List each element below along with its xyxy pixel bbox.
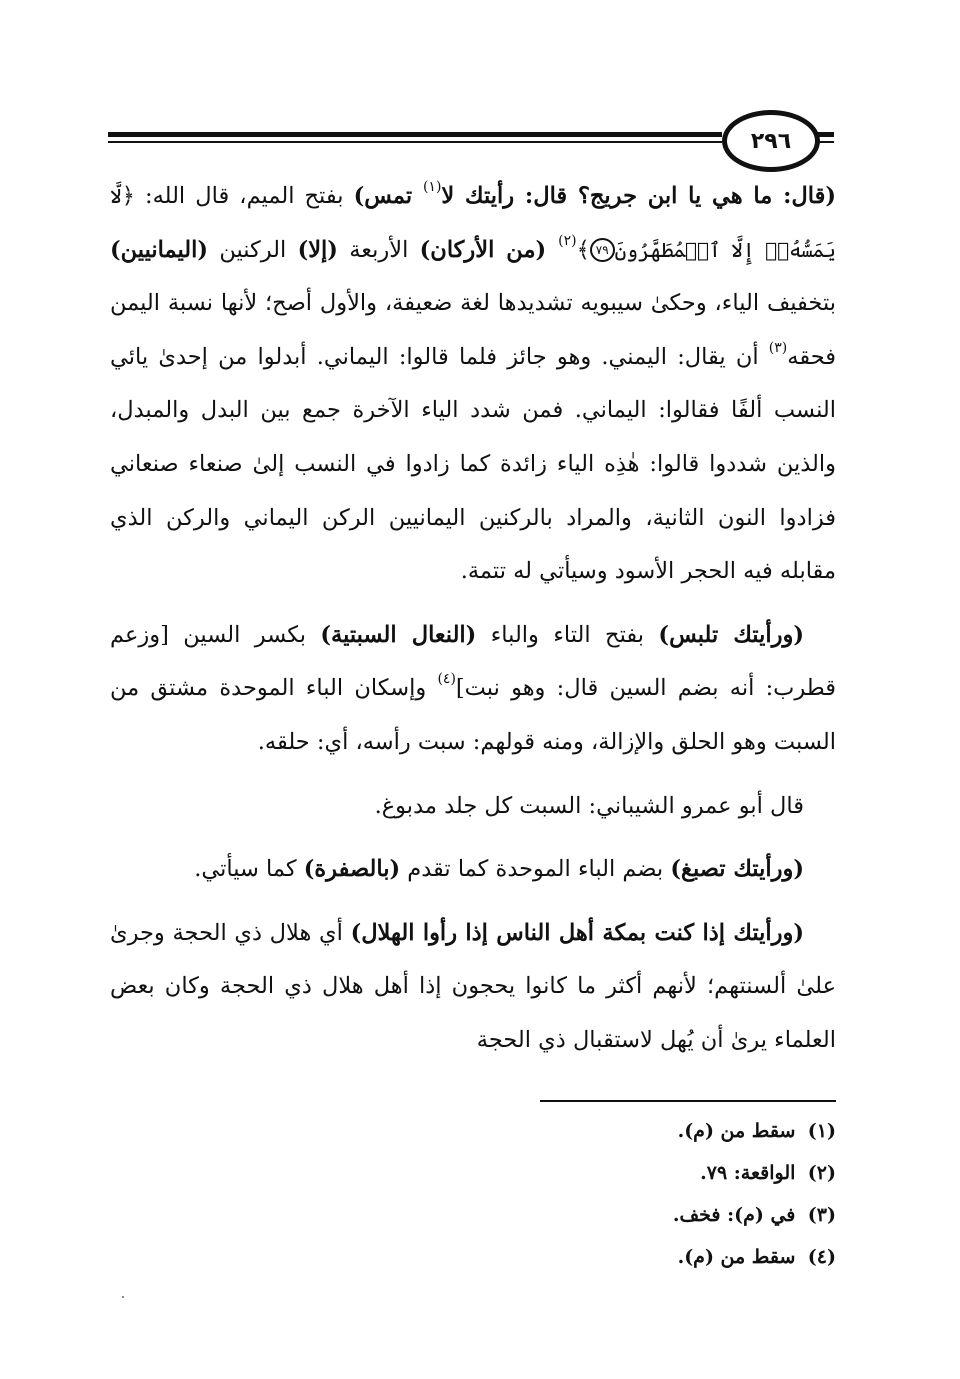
- footnote-reference: (٤): [437, 671, 456, 688]
- commentary-text: بضم الباء الموحدة كما تقدم: [400, 856, 671, 883]
- header-rule-tail: [818, 141, 834, 143]
- commentary-text: كما سيأتي.: [194, 856, 304, 883]
- matn-text: (النعال السبتية): [320, 621, 477, 648]
- footnote-number: (٢): [807, 1162, 836, 1184]
- commentary-text: وإسكان الباء الموحدة مشتق من السبت وهو الحلق والإزالة، ومنه قولهم: سبت رأسه، أي: حلقه.: [110, 675, 836, 755]
- footnote-number: (١): [807, 1120, 836, 1142]
- commentary-text: قال أبو عمرو الشيباني: السبت كل جلد مدبوغ.: [374, 792, 804, 819]
- commentary-text: بكسر السين [وزعم قطرب: أنه بضم السين قال: وهو نبت]: [110, 621, 836, 702]
- footnote-reference: (٢): [558, 232, 577, 249]
- footnote-item: [430, 1110, 836, 1152]
- footnote-separator: [540, 1100, 836, 1102]
- body-paragraph: [110, 609, 836, 770]
- header-rule-thin: [108, 141, 722, 143]
- header-rule-tail: [818, 132, 834, 137]
- commentary-text: الركنين: [208, 236, 298, 263]
- matn-text: (بالصفرة): [303, 856, 401, 883]
- footnote-reference: (١): [422, 179, 442, 195]
- footnote-text: في (م): فخف.: [672, 1204, 802, 1226]
- footnote-item: [430, 1194, 836, 1236]
- header-rule-thick: [108, 132, 722, 137]
- page-number: ٢٩٦: [722, 110, 820, 172]
- commentary-text: ﴾: [576, 236, 590, 263]
- matn-text: (ورأيتك تلبس): [658, 621, 804, 648]
- quran-verse: لَّا يَمَسُّهُۥٓ إِلَّا ٱلۡمُطَهَّرُونَ: [110, 184, 836, 262]
- body-paragraph: [110, 780, 836, 834]
- matn-text: (إلا): [297, 236, 338, 263]
- body-text: [110, 170, 836, 1078]
- scan-speck: [122, 1296, 124, 1298]
- body-paragraph: [110, 907, 836, 1068]
- commentary-text: بتخفيف الياء، وحكىٰ سيبويه تشديدها لغة ضعيفة، والأول أصح؛ لأنها نسبة اليمن فحقه: [110, 290, 836, 370]
- footnote-number: (٣): [807, 1204, 836, 1226]
- footnotes: [430, 1110, 836, 1278]
- commentary-text: أي هلال ذي الحجة وجرىٰ علىٰ ألسنتهم؛ لأنهم أكثر ما كانوا يحجون إذا أهل هلال ذي الحجة وكان بعض العلماء يرىٰ أن يُهل لاستقبال ذي الحجة: [110, 919, 836, 1053]
- matn-text: (قال: ما هي يا ابن جريج؟ قال: رأيتك لا: [441, 183, 837, 209]
- footnote-text: سقط من (م).: [677, 1120, 802, 1142]
- footnote-number: (٤): [807, 1246, 836, 1268]
- footnote-text: الواقعة: ٧٩.: [700, 1162, 802, 1184]
- commentary-text: الأربعة: [337, 236, 420, 263]
- footnote-reference: (٣): [768, 339, 788, 356]
- matn-text: (اليمانيين): [110, 236, 209, 263]
- commentary-text: بفتح التاء والباء: [476, 621, 659, 648]
- body-paragraph: [110, 843, 836, 897]
- footnote-item: [430, 1236, 836, 1278]
- matn-text: (من الأركان): [419, 236, 559, 263]
- footnote-text: سقط من (م).: [677, 1246, 802, 1268]
- matn-text: (ورأيتك تصبغ): [670, 856, 804, 883]
- commentary-text: أن يقال: اليمني. وهو جائز فلما قالوا: اليماني. أبدلوا من إحدىٰ يائي النسب ألفًا فقالوا: اليماني. فمن شدد الياء الآخرة جمع بين البدل والمبدل، والذين شددوا قالوا: هٰذِه الياء زائدة كما زادوا في النسب إلىٰ صنعاء صنعاني فزادوا النون الثانية، والمراد بالركنين اليمانيين الركن اليماني والركن الذي مقابله فيه الحجر الأسود وسيأتي له تتمة.: [110, 343, 836, 585]
- footnote-item: [430, 1152, 836, 1194]
- ayah-number-mark: ٧٩: [590, 238, 615, 262]
- matn-text: (ورأيتك إذا كنت بمكة أهل الناس إذا رأوا الهلال): [350, 919, 804, 946]
- body-paragraph: [110, 170, 836, 599]
- matn-text: تمس): [353, 183, 423, 209]
- page-header: [0, 110, 960, 170]
- commentary-text: بفتح الميم، قال الله: ﴿: [121, 183, 354, 209]
